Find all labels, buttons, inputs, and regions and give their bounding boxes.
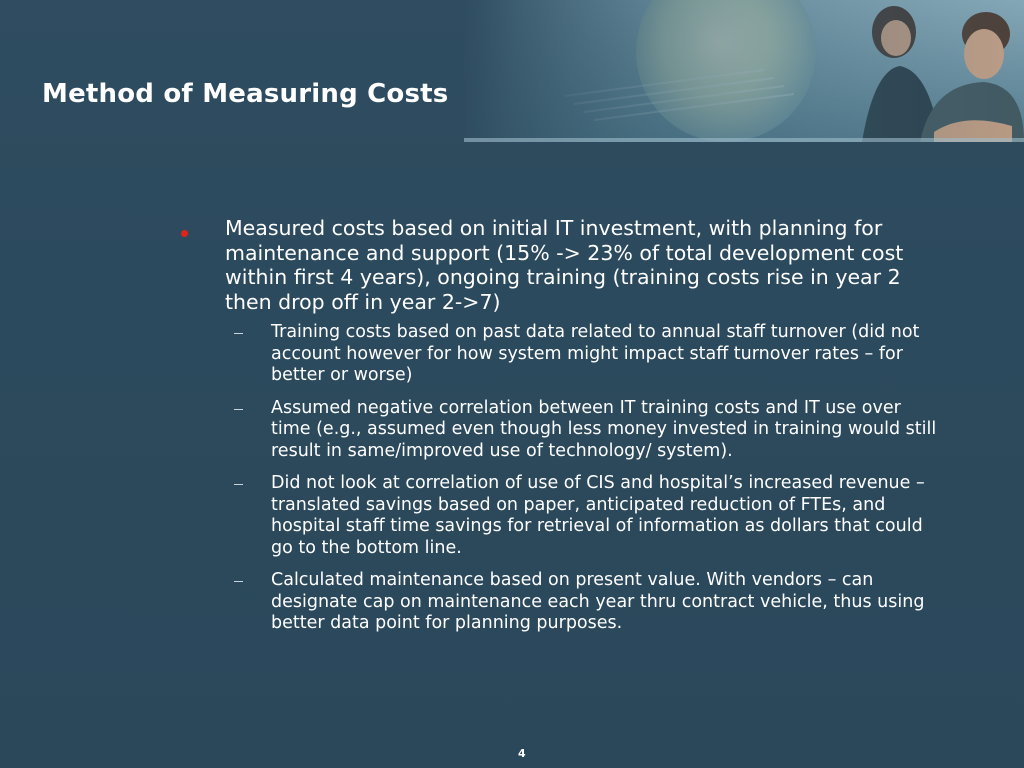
page-number: 4 [518,747,526,760]
sub-bullet-item [225,570,938,635]
sub-bullet-text: Calculated maintenance based on present value. With vendors – can designate cap on maintenance each year thru contract vehicle, thus using better data point for planning purposes. [271,570,925,633]
sub-bullet-item [225,473,938,559]
slide-title: Method of Measuring Costs [42,79,449,109]
sub-bullet-list [178,322,938,635]
bullet-item [178,216,938,314]
dash-bullet-icon [234,333,243,334]
sub-bullet-text: Assumed negative correlation between IT training costs and IT use over time (e.g., assumed even though less money invested in training would still result in same/improved use of technology/ system). [271,397,937,461]
dash-bullet-icon [234,484,243,485]
sub-bullet-text: Training costs based on past data related to annual staff turnover (did not account however for how system might impact staff turnover rates – for better or worse) [271,322,920,385]
bullet-text: Measured costs based on initial IT investment, with planning for maintenance and support (15% -> 23% of total development cost within first 4 years), ongoing training (training costs rise in year 2 then drop off in year 2->7) [225,216,904,314]
red-bullet-icon [181,230,188,237]
sub-bullet-item [225,398,938,463]
slide-content [178,216,938,646]
dash-bullet-icon [234,409,243,410]
sub-bullet-item [225,322,938,387]
header-photo [464,0,1024,142]
sub-bullet-text: Did not look at correlation of use of CIS and hospital’s increased revenue – translated savings based on paper, anticipated reduction of FTEs, and hospital staff time savings for retrieval of information as dollars that could go to the bottom line. [271,473,925,558]
dash-bullet-icon [234,581,243,582]
